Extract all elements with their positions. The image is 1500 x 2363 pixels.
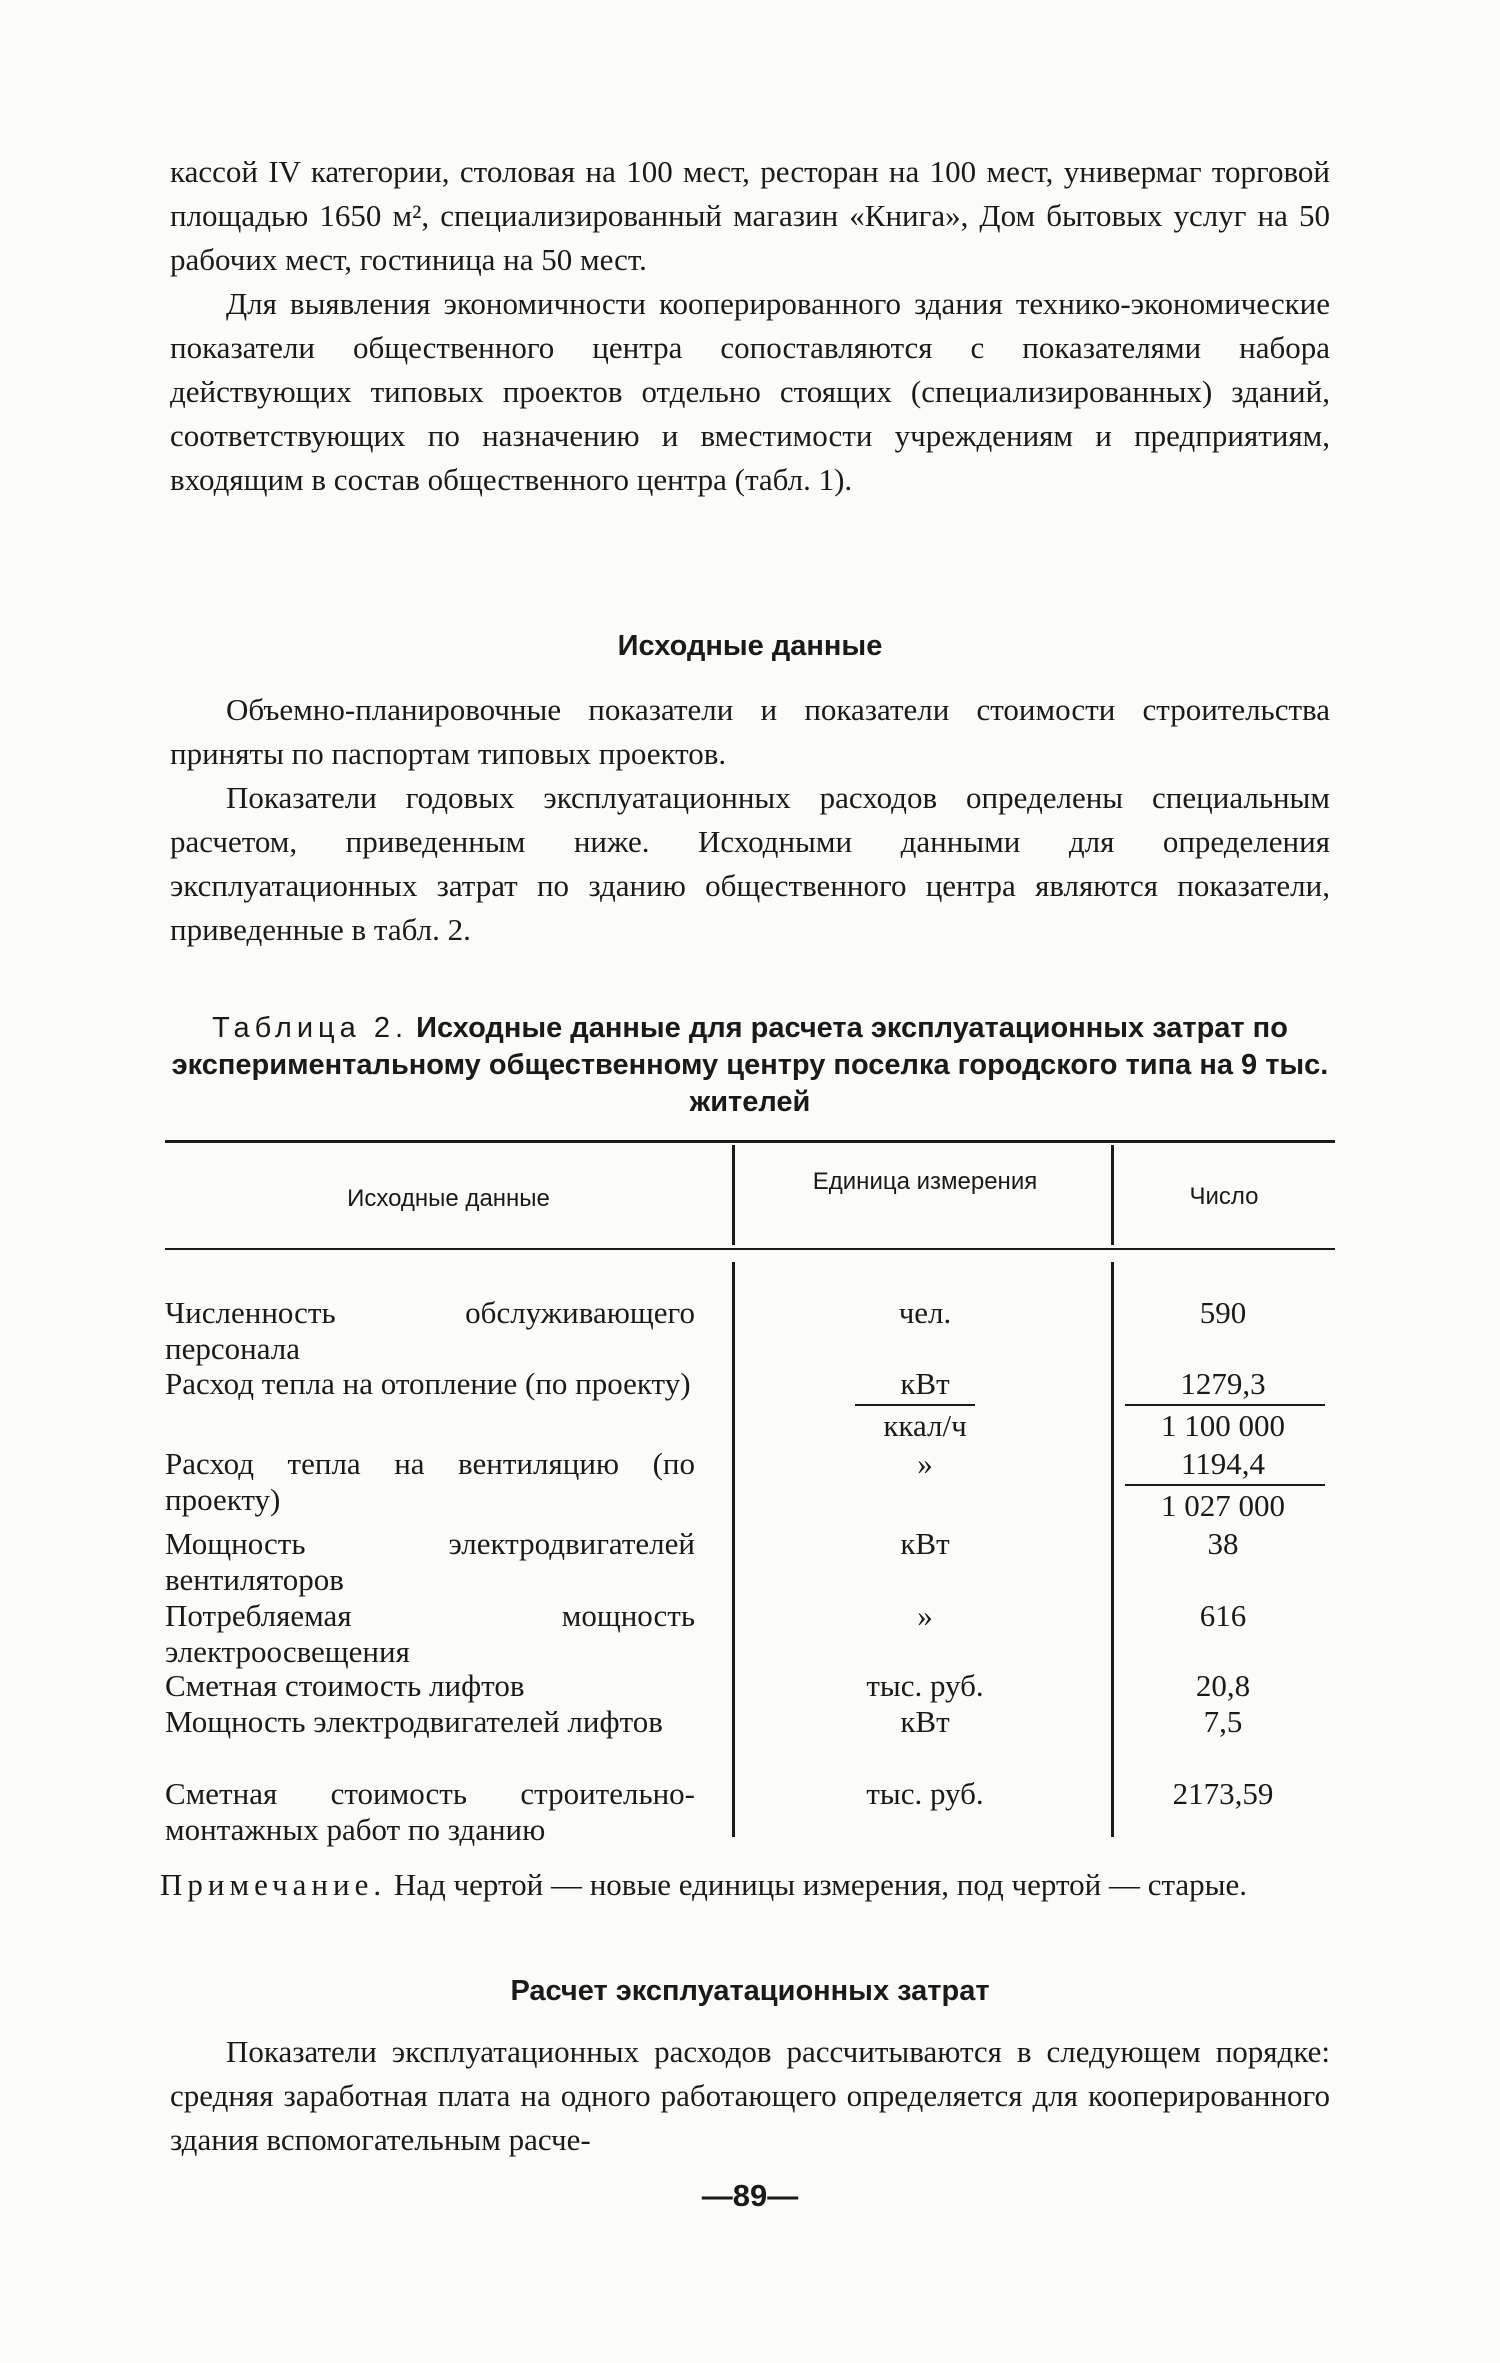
table-row-unit: чел.: [898, 1295, 952, 1330]
section-text: [170, 688, 1330, 952]
page-number: —89—: [701, 2178, 799, 2213]
paragraph: Объемно-планировочные показатели и показатели стоимости строительства приняты по паспортам типовых проектов.: [170, 692, 1330, 771]
table-row-unit: кВт: [900, 1704, 950, 1739]
table-row-param: Потребляемая мощность электроосвещения: [165, 1598, 695, 1669]
paragraph: Для выявления экономичности кооперированного здания технико-экономические показатели общественного центра сопоставляются с показателями набора действующих типовых проектов отдельно стоящих (специализированных) зданий, соответствующих по назначению и вместимости учреждениям и предприятиям, входящим в состав общественного центра (табл. 1).: [170, 286, 1330, 497]
table-row-value: 20,8: [1195, 1668, 1251, 1703]
table-row-value-new: 1279,3: [1180, 1366, 1266, 1401]
table-row-param: Численность обслуживающего персонала: [165, 1295, 695, 1366]
table-row-value: 616: [1199, 1598, 1247, 1633]
table-row-value: 38: [1207, 1526, 1239, 1561]
table-row-value: 590: [1199, 1295, 1247, 1330]
table-row-value-new: 1194,4: [1180, 1446, 1266, 1481]
table-row-param: Мощность электродвигателей лифтов: [165, 1704, 663, 1739]
table-row-param: Расход тепла на отопление (по проекту): [165, 1366, 691, 1401]
column-header: Единица измерения: [812, 1168, 1038, 1195]
table-header-rule: [165, 1248, 1335, 1250]
note-label: Примечание.: [160, 1867, 387, 1902]
table-label: Таблица 2.: [212, 1012, 409, 1044]
table-title: Исходные данные для расчета эксплуатационных затрат по экспериментальному общественному центру поселка городского типа на 9 тыс. жителей: [171, 1012, 1329, 1118]
fraction-line: [855, 1404, 975, 1406]
table-row-unit: »: [917, 1598, 933, 1633]
note-text: Над чертой — новые единицы измерения, под чертой — старые.: [393, 1867, 1247, 1902]
table-row-unit: кВт: [900, 1526, 950, 1561]
table-row-value-old: 1 027 000: [1161, 1488, 1285, 1523]
section-heading: Расчет эксплуатационных затрат: [510, 1975, 990, 2007]
table-row-param: Расход тепла на вентиляцию (по проекту): [165, 1446, 695, 1517]
column-divider: [732, 1145, 735, 1245]
table-row-value-old: 1 100 000: [1161, 1408, 1285, 1443]
table-row-unit: тыс. руб.: [866, 1776, 984, 1811]
section-heading: Исходные данные: [617, 630, 883, 662]
table-row-param: Сметная стоимость лифтов: [165, 1668, 525, 1703]
intro-text: [170, 150, 1330, 502]
table-row-param: Сметная стоимость строительно-монтажных работ по зданию: [165, 1776, 695, 1847]
section-text: [170, 2030, 1330, 2162]
table-note: [160, 1866, 1340, 1904]
paragraph: Показатели годовых эксплуатационных расходов определены специальным расчетом, приведенным ниже. Исходными данными для определения эксплуатационных затрат по зданию общественного центра являются показатели, приведенные в табл. 2.: [170, 780, 1330, 947]
table-caption: [150, 1010, 1350, 1121]
paragraph: кассой IV категории, столовая на 100 мест, ресторан на 100 мест, универмаг торговой площадью 1650 м², специализированный магазин «Книга», Дом бытовых услуг на 50 рабочих мест, гостиница на 50 мест.: [170, 154, 1330, 277]
column-divider: [1111, 1262, 1114, 1837]
table-row-value: 2173,59: [1172, 1776, 1274, 1811]
table-row-value: 7,5: [1203, 1704, 1243, 1739]
table-top-rule: [165, 1140, 1335, 1143]
table-row-unit-new: кВт: [900, 1366, 950, 1401]
table-row-unit-old: ккал/ч: [883, 1408, 967, 1443]
table-row-unit: »: [917, 1446, 933, 1481]
table-row-param: Мощность электродвигателей вентиляторов: [165, 1526, 695, 1597]
column-header: Число: [1189, 1183, 1259, 1210]
table-row-unit: тыс. руб.: [866, 1668, 984, 1703]
fraction-line: [1125, 1404, 1325, 1406]
column-divider: [732, 1262, 735, 1837]
paragraph: Показатели эксплуатационных расходов рассчитываются в следующем порядке: средняя заработная плата на одного работающего определяется для кооперированного здания вспомогательным расче-: [170, 2034, 1330, 2157]
fraction-line: [1125, 1484, 1325, 1486]
column-header: Исходные данные: [347, 1185, 550, 1212]
